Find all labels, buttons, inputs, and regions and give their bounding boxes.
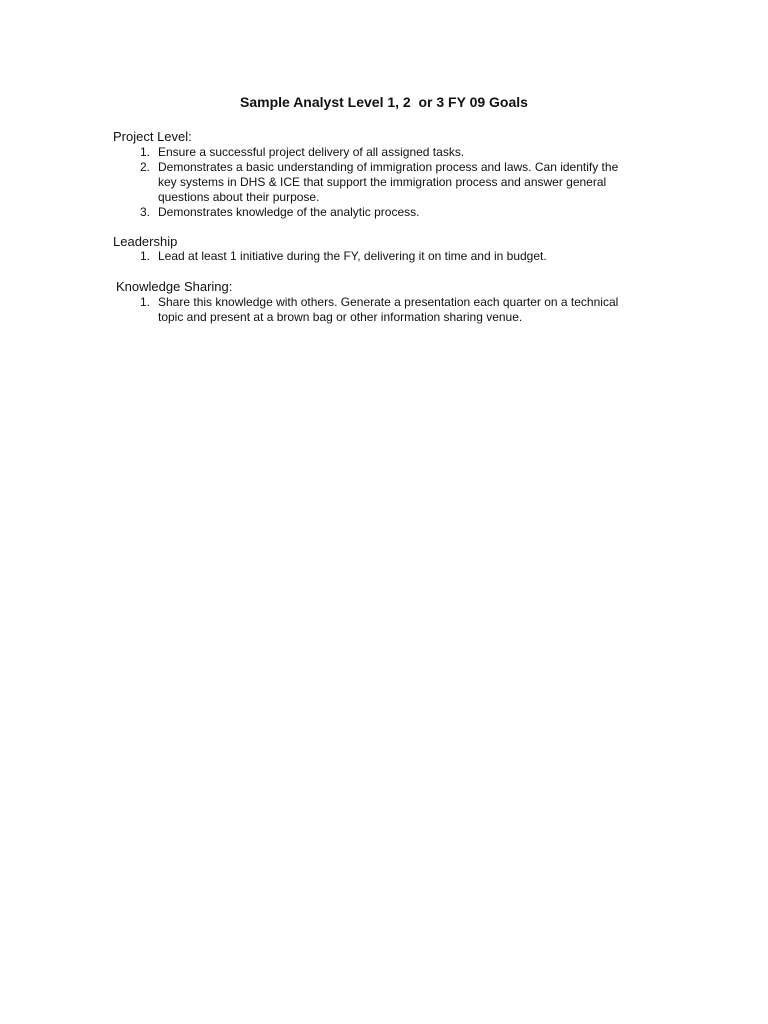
list-item <box>0 295 768 325</box>
list-item <box>0 249 768 264</box>
list-item-number: 3. <box>139 205 150 219</box>
list-item-text: Demonstrates a basic understanding of immigration process and laws. Can identify the key systems in DHS & ICE that support the immigration process and answer general questions about their purpose. <box>158 160 619 204</box>
list-item-text: Demonstrates knowledge of the analytic process. <box>158 205 420 219</box>
document-title: Sample Analyst Level 1, 2 or 3 FY 09 Goals <box>240 94 528 110</box>
list-item <box>0 160 768 205</box>
list-item <box>0 145 768 160</box>
list-item-number: 1. <box>139 295 150 309</box>
list-item-text: Share this knowledge with others. Generate a presentation each quarter on a technical topic and present at a brown bag or other information sharing venue. <box>158 295 619 324</box>
section-heading-leadership: Leadership <box>113 234 178 249</box>
list-item-text: Lead at least 1 initiative during the FY, delivering it on time and in budget. <box>158 249 547 263</box>
leadership-list <box>0 249 768 264</box>
list-item-number: 1. <box>139 145 150 159</box>
project-level-list <box>0 145 768 220</box>
section-heading-knowledge-sharing: Knowledge Sharing: <box>116 279 233 294</box>
section-heading-project-level: Project Level: <box>113 129 192 144</box>
list-item-text: Ensure a successful project delivery of all assigned tasks. <box>158 145 465 159</box>
list-item-number: 2. <box>139 160 150 174</box>
list-item-number: 1. <box>139 249 150 263</box>
list-item <box>0 205 768 220</box>
knowledge-sharing-list <box>0 295 768 325</box>
